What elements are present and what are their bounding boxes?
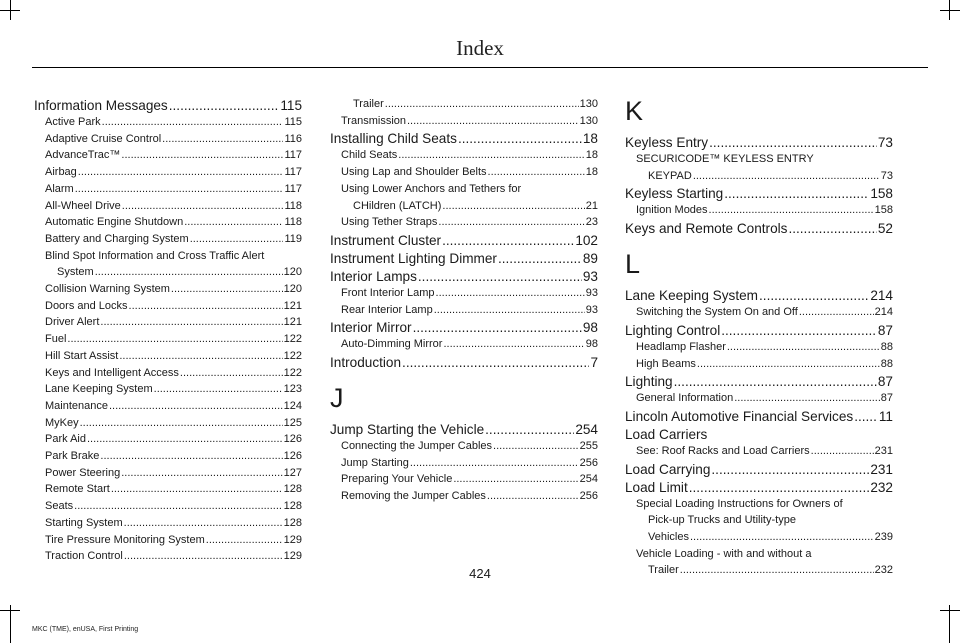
entry-label: General Information [636, 392, 734, 405]
entry-page: 122 [283, 366, 302, 379]
dot-leader [689, 479, 870, 496]
index-entry[interactable] [625, 202, 893, 219]
entry-label: Switching the System On and Off [636, 306, 798, 319]
entry-page: 18 [585, 149, 598, 162]
entry-page: 18 [582, 131, 598, 147]
dot-leader [75, 181, 284, 198]
index-entry[interactable] [330, 268, 598, 285]
index-entry[interactable] [34, 448, 302, 465]
entry-label: Load Carrying [625, 461, 711, 477]
index-entry[interactable] [330, 130, 598, 147]
index-column-1 [34, 96, 302, 565]
dot-leader [122, 198, 284, 215]
entry-label: Park Brake [45, 450, 100, 463]
index-entry[interactable] [34, 465, 302, 482]
entry-label: Lincoln Automotive Financial Services [625, 408, 854, 424]
index-heading: Load Carriers [625, 426, 708, 442]
index-entry[interactable] [34, 481, 302, 498]
entry-page: 129 [283, 550, 302, 563]
entry-page: 117 [284, 182, 302, 195]
index-column-3 [625, 96, 893, 579]
entry-page: 52 [877, 221, 893, 237]
entry-label-line: Special Loading Instructions for Owners of [636, 497, 843, 510]
dot-leader [74, 498, 283, 515]
index-entry[interactable] [34, 415, 302, 432]
entry-label: Traction Control [45, 550, 123, 563]
entry-label: System [57, 266, 94, 279]
index-entry[interactable] [330, 455, 598, 472]
entry-label: Instrument Lighting Dimmer [330, 250, 497, 266]
dot-leader [453, 471, 578, 488]
dot-leader [124, 515, 283, 532]
entry-page: 21 [585, 199, 598, 212]
entry-label: Lane Keeping System [45, 383, 153, 396]
entry-page: 129 [283, 533, 302, 546]
entry-label: Information Messages [34, 98, 168, 113]
entry-page: 98 [582, 320, 598, 336]
index-entry[interactable] [625, 408, 893, 425]
index-entry[interactable] [34, 281, 302, 298]
entry-label: Keyless Starting [625, 186, 724, 202]
dot-leader [709, 202, 874, 219]
entry-page: 23 [585, 216, 598, 229]
entry-label: Keys and Remote Controls [625, 221, 788, 237]
index-entry[interactable] [625, 220, 893, 237]
dot-leader [402, 354, 589, 371]
index-entry[interactable] [330, 354, 598, 371]
entry-page: 93 [582, 268, 598, 284]
entry-page: 87 [877, 374, 893, 390]
dot-leader [410, 455, 579, 472]
dot-leader [129, 298, 283, 315]
dot-leader [693, 168, 880, 185]
entry-label: Using Tether Straps [341, 216, 438, 229]
index-entry[interactable] [34, 532, 302, 549]
entry-page: 93 [585, 286, 598, 299]
dot-leader [442, 232, 574, 249]
dot-leader [488, 164, 585, 181]
dot-leader [498, 250, 582, 267]
entry-page: 128 [283, 516, 302, 529]
entry-label: Vehicles [648, 531, 689, 544]
index-entry[interactable] [330, 336, 598, 353]
entry-label: Lighting Control [625, 322, 721, 338]
entry-label: Battery and Charging System [45, 232, 189, 245]
entry-label: Maintenance [45, 399, 108, 412]
entry-label: Preparing Your Vehicle [341, 473, 453, 486]
dot-leader [206, 532, 283, 549]
index-entry[interactable] [330, 471, 598, 488]
dot-leader [697, 356, 880, 373]
index-entry[interactable] [625, 479, 893, 496]
entry-page: 117 [284, 149, 302, 162]
dot-leader [690, 529, 874, 546]
entry-page: 128 [283, 483, 302, 496]
entry-page: 7 [590, 355, 598, 371]
page-number: 424 [469, 566, 491, 581]
dot-leader [438, 214, 584, 231]
entry-label: MyKey [45, 416, 79, 429]
index-entry[interactable] [625, 339, 893, 356]
dot-leader [190, 231, 284, 248]
entry-page: 232 [870, 479, 893, 495]
entry-label: Power Steering [45, 466, 121, 479]
entry-label-line: Pick-up Trucks and Utility-type [648, 514, 796, 527]
index-entry[interactable] [625, 304, 893, 321]
entry-label: Load Limit [625, 479, 688, 495]
entry-page: 87 [877, 322, 893, 338]
entry-label: Park Aid [45, 433, 86, 446]
entry-page: 120 [283, 283, 302, 296]
index-entry[interactable] [330, 319, 598, 336]
entry-label: CHildren (LATCH) [353, 199, 442, 212]
entry-page: 118 [284, 199, 302, 212]
entry-page: 254 [579, 473, 598, 486]
entry-page: 239 [874, 531, 893, 544]
entry-label: High Beams [636, 357, 696, 370]
entry-label: KEYPAD [648, 169, 692, 182]
entry-page: 102 [575, 232, 598, 248]
entry-label: Driver Alert [45, 316, 100, 329]
entry-label: Front Interior Lamp [341, 286, 435, 299]
entry-page: 127 [283, 466, 302, 479]
entry-page: 256 [579, 456, 598, 469]
entry-page: 125 [283, 416, 302, 429]
dot-leader [674, 373, 877, 390]
entry-label: Tire Pressure Monitoring System [45, 533, 205, 546]
index-entry[interactable] [34, 398, 302, 415]
entry-page: 98 [585, 338, 598, 351]
entry-page: 93 [585, 303, 598, 316]
index-entry[interactable] [34, 231, 302, 248]
index-entry[interactable] [34, 548, 302, 565]
dot-leader [111, 481, 283, 498]
entry-page: 115 [284, 116, 302, 128]
dot-leader [734, 390, 880, 407]
index-letter: K [625, 96, 644, 126]
entry-page: 18 [585, 166, 598, 179]
entry-page: 116 [284, 132, 302, 145]
entry-page: 231 [874, 444, 893, 457]
entry-page: 88 [880, 357, 893, 370]
dot-leader [87, 431, 283, 448]
entry-label-line: Vehicle Loading - with and without a [636, 547, 812, 560]
entry-page: 232 [874, 564, 893, 577]
dot-leader [121, 147, 283, 164]
entry-label: Lighting [625, 374, 673, 390]
entry-label: Active Park [45, 116, 101, 128]
entry-label: Jump Starting [341, 456, 409, 469]
entry-label: Starting System [45, 516, 123, 529]
entry-label: Introduction [330, 355, 402, 371]
entry-label: Lane Keeping System [625, 288, 759, 304]
dot-leader [100, 448, 282, 465]
index-entry[interactable] [625, 461, 893, 478]
dot-leader [854, 408, 878, 425]
entry-page: 73 [880, 169, 893, 182]
entry-label: Ignition Modes [636, 204, 708, 217]
entry-page: 254 [575, 422, 598, 438]
index-entry[interactable] [34, 114, 302, 131]
dot-leader [458, 130, 582, 147]
entry-label: All-Wheel Drive [45, 199, 121, 212]
crop-mark [0, 610, 20, 611]
dot-leader [418, 268, 582, 285]
dot-leader [709, 134, 877, 151]
entry-label: Doors and Locks [45, 299, 128, 312]
index-entry[interactable] [330, 232, 598, 249]
dot-leader [184, 214, 283, 231]
index-entry[interactable] [330, 214, 598, 231]
index-entry[interactable] [34, 515, 302, 532]
entry-page: 89 [582, 250, 598, 266]
entry-label: Collision Warning System [45, 283, 170, 296]
entry-page: 214 [870, 288, 893, 304]
entry-label: Instrument Cluster [330, 232, 442, 248]
dot-leader [711, 461, 869, 478]
dot-leader [124, 548, 283, 565]
entry-label: Remote Start [45, 483, 110, 496]
index-entry[interactable] [625, 185, 893, 202]
index-entry[interactable] [625, 356, 893, 373]
index-entry[interactable] [330, 198, 598, 215]
entry-page: 126 [283, 450, 302, 463]
index-entry[interactable] [34, 181, 302, 198]
entry-page: 119 [284, 232, 302, 245]
entry-page: 122 [283, 333, 302, 346]
entry-label: Airbag [45, 166, 77, 179]
dot-leader [759, 287, 869, 304]
index-entry[interactable] [625, 287, 893, 304]
crop-mark [940, 610, 960, 611]
entry-page: 124 [283, 399, 302, 412]
index-entry[interactable] [34, 198, 302, 215]
entry-label: Trailer [648, 564, 679, 577]
entry-page: 158 [870, 186, 893, 202]
dot-leader [413, 319, 582, 336]
dot-leader [724, 185, 869, 202]
entry-page: 87 [880, 392, 893, 405]
index-column-2 [330, 96, 598, 505]
title-rule [32, 67, 928, 68]
entry-label-line: Blind Spot Information and Cross Traffic Alert [45, 249, 265, 262]
dot-leader [162, 131, 283, 148]
index-entry[interactable] [34, 298, 302, 315]
index-entry[interactable] [34, 214, 302, 231]
entry-page: 130 [579, 114, 598, 127]
entry-page: 122 [283, 349, 302, 362]
entry-label: See: Roof Racks and Load Carriers [636, 444, 810, 457]
index-entry[interactable] [34, 331, 302, 348]
index-entry[interactable] [34, 97, 302, 114]
index-entry[interactable] [34, 147, 302, 164]
index-entry[interactable] [330, 421, 598, 438]
index-letter: J [330, 383, 344, 414]
entry-label: Jump Starting the Vehicle [330, 422, 485, 438]
index-entry[interactable] [34, 381, 302, 398]
dot-leader [385, 96, 579, 113]
dot-leader [493, 438, 579, 455]
dot-leader [436, 285, 585, 302]
entry-page: 11 [878, 408, 893, 424]
dot-leader [100, 314, 282, 331]
index-entry[interactable] [330, 96, 598, 113]
dot-leader [102, 114, 284, 131]
index-entry[interactable] [330, 302, 598, 319]
entry-label: Hill Start Assist [45, 349, 119, 362]
entry-label: Transmission [341, 114, 406, 127]
entry-label: Automatic Engine Shutdown [45, 216, 184, 229]
dot-leader [788, 220, 876, 237]
index-entry[interactable] [330, 488, 598, 505]
dot-leader [121, 465, 282, 482]
index-entry[interactable] [34, 498, 302, 515]
entry-label: AdvanceTrac™ [45, 149, 121, 162]
dot-leader [487, 488, 579, 505]
index-entry[interactable] [625, 322, 893, 339]
dot-leader [407, 113, 579, 130]
entry-page: 255 [579, 440, 598, 453]
index-entry[interactable] [625, 529, 893, 546]
index-entry[interactable] [625, 390, 893, 407]
index-entry[interactable] [625, 443, 893, 460]
entry-page: 117 [284, 166, 302, 179]
crop-mark [0, 10, 20, 11]
index-entry[interactable] [34, 264, 302, 281]
index-entry[interactable] [330, 113, 598, 130]
dot-leader [443, 336, 584, 353]
entry-label: Alarm [45, 182, 74, 195]
index-entry[interactable] [34, 164, 302, 181]
index-entry[interactable] [330, 285, 598, 302]
dot-leader [811, 443, 874, 460]
entry-label: Adaptive Cruise Control [45, 132, 162, 145]
entry-page: 73 [877, 135, 893, 150]
dot-leader [95, 264, 283, 281]
entry-page: 121 [283, 299, 302, 312]
entry-page: 231 [870, 461, 893, 477]
dot-leader [109, 398, 283, 415]
entry-label: Seats [45, 500, 74, 513]
index-entry[interactable] [625, 168, 893, 185]
dot-leader [169, 97, 280, 114]
index-letter: L [625, 249, 641, 280]
index-entry[interactable] [34, 131, 302, 148]
entry-page: 120 [283, 266, 302, 279]
index-entry[interactable] [330, 250, 598, 267]
entry-label-line: SECURICODE™ KEYLESS ENTRY [636, 153, 814, 165]
dot-leader [119, 348, 282, 365]
dot-leader [80, 415, 283, 432]
dot-leader [434, 302, 585, 319]
entry-page: 88 [880, 340, 893, 353]
index-entry[interactable] [625, 134, 893, 151]
entry-label-line: Using Lower Anchors and Tethers for [341, 182, 522, 195]
entry-page: 115 [280, 98, 302, 113]
entry-page: 128 [283, 500, 302, 513]
entry-label: Installing Child Seats [330, 131, 457, 147]
entry-label: Interior Mirror [330, 320, 412, 336]
entry-label: Using Lap and Shoulder Belts [341, 166, 487, 179]
index-entry[interactable] [625, 373, 893, 390]
dot-leader [154, 381, 283, 398]
entry-page: 158 [874, 204, 893, 217]
index-entry[interactable] [34, 431, 302, 448]
entry-page: 118 [284, 216, 302, 229]
crop-mark [940, 10, 960, 11]
print-footer: MKC (TME), enUSA, First Printing [32, 626, 139, 633]
entry-page: 256 [579, 490, 598, 503]
entry-label: Child Seats [341, 149, 398, 162]
index-entry[interactable] [34, 348, 302, 365]
page-title: Index [456, 36, 504, 60]
entry-label: Auto-Dimming Mirror [341, 338, 443, 351]
dot-leader [171, 281, 283, 298]
index-entry[interactable] [330, 147, 598, 164]
dot-leader [485, 421, 574, 438]
entry-page: 130 [579, 98, 598, 110]
entry-label: Headlamp Flasher [636, 340, 726, 353]
dot-leader [398, 147, 584, 164]
dot-leader [67, 331, 282, 348]
entry-label: Trailer [353, 98, 384, 110]
dot-leader [78, 164, 284, 181]
index-entry[interactable] [34, 365, 302, 382]
entry-page: 123 [283, 383, 302, 396]
entry-label: Keys and Intelligent Access [45, 366, 179, 379]
entry-page: 126 [283, 433, 302, 446]
dot-leader [180, 365, 283, 382]
entry-page: 121 [283, 316, 302, 329]
index-entry[interactable] [330, 164, 598, 181]
entry-label: Fuel [45, 333, 67, 346]
index-entry[interactable] [34, 314, 302, 331]
index-entry[interactable] [330, 438, 598, 455]
dot-leader [727, 339, 880, 356]
entry-label: Interior Lamps [330, 268, 417, 284]
entry-label: Rear Interior Lamp [341, 303, 433, 316]
dot-leader [721, 322, 877, 339]
entry-label: Connecting the Jumper Cables [341, 440, 493, 453]
dot-leader [799, 304, 874, 321]
entry-page: 214 [874, 306, 893, 319]
dot-leader [442, 198, 584, 215]
entry-label: Removing the Jumper Cables [341, 490, 486, 503]
entry-label: Keyless Entry [625, 135, 709, 150]
